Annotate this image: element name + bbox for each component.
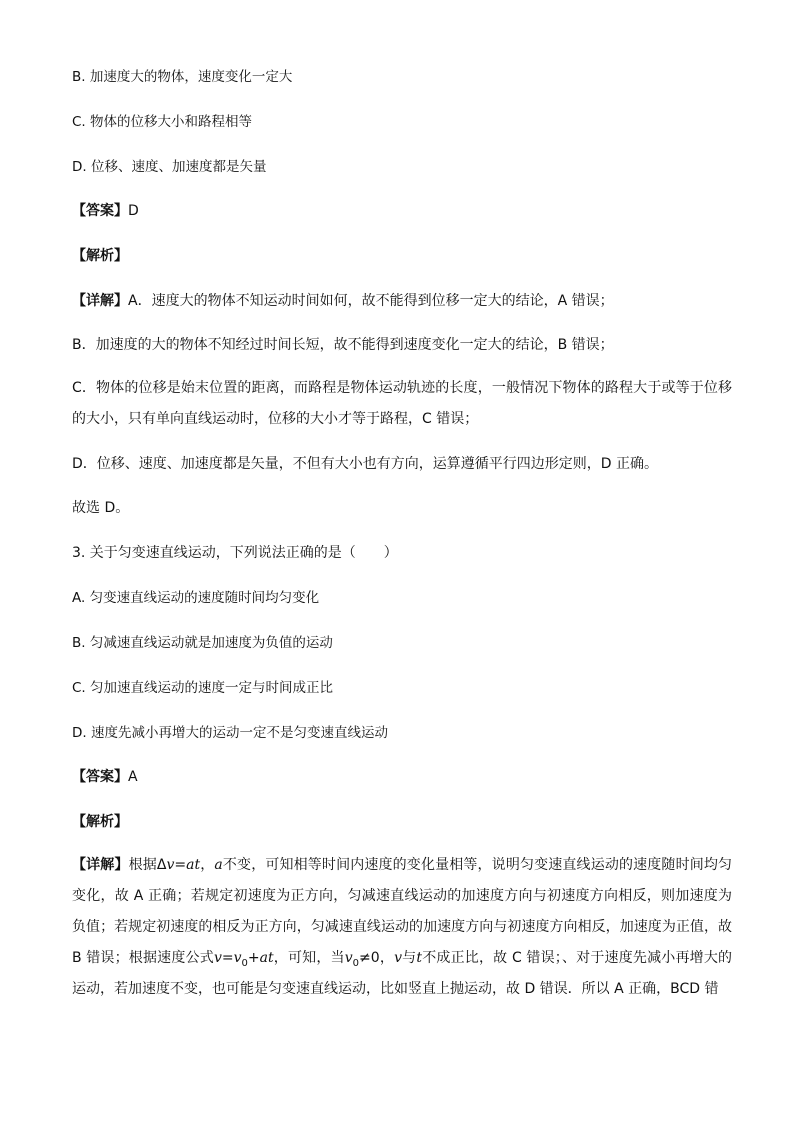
answer-value: A	[128, 769, 138, 785]
detail-text: ，	[200, 857, 215, 873]
q3-detail	[72, 850, 732, 1005]
q2-detail-a	[72, 290, 732, 312]
q2-option-b: B. 加速度大的物体，速度变化一定大	[72, 69, 293, 85]
q2-detail-c: C．物体的位移是始末位置的距离，而路程是物体运动轨迹的长度，一般情况下物体的路程大于或等于位移的大小，只有单向直线运动时，位移的大小才等于路程，C 错误；	[72, 380, 732, 427]
q3-analysis-label	[72, 811, 732, 833]
symbol-v: v	[213, 950, 222, 966]
detail-text: =	[174, 857, 187, 873]
q3-option-b: B. 匀减速直线运动就是加速度为负值的运动	[72, 635, 333, 651]
q2-detail-d: D．位移、速度、加速度都是矢量，不但有大小也有方向，运算遵循平行四边形定则，D 正确。	[72, 456, 659, 472]
detail-a-text: A．速度大的物体不知运动时间如何，故不能得到位移一定大的结论，A 错误；	[128, 293, 614, 309]
symbol-v: v	[394, 950, 402, 966]
detail-label: 【详解】	[72, 857, 129, 873]
q2-option-c: C. 物体的位移大小和路程相等	[72, 114, 253, 130]
detail-text: ，可知，当	[273, 950, 345, 966]
q2-answer	[72, 200, 732, 222]
q2-detail-b: B．加速度的大的物体不知经过时间长短，故不能得到速度变化一定大的结论，B 错误；	[72, 337, 614, 353]
subscript-0: 0	[352, 957, 360, 969]
detail-text: =	[221, 950, 234, 966]
symbol-v0: v	[233, 950, 242, 966]
analysis-label: 【解析】	[72, 248, 128, 264]
detail-text: 不变，可知相等时间内速度的变化量相等，说明匀变速直线运动的速度随时间均匀变化，故 A 正确；若规定初速度为正方向，匀减速直线运动的加速度方向与初速度方向相反，则加速度为负值；若规定初速度的相反为正方向，匀减速直线运动的加速度方向与初速度方向相反，加速度为正值，故 B 错误；根据速度公式	[72, 857, 733, 966]
analysis-label: 【解析】	[72, 814, 128, 830]
q3-option-d: D. 速度先减小再增大的运动一定不是匀变速直线运动	[72, 725, 388, 741]
q2-option-d: D. 位移、速度、加速度都是矢量	[72, 159, 267, 175]
detail-text: 根据Δ	[128, 857, 167, 873]
subscript-0: 0	[241, 957, 248, 969]
symbol-t: t	[416, 950, 423, 966]
q2-analysis-label	[72, 245, 732, 267]
symbol-v0: v	[344, 950, 353, 966]
symbol-at: at	[186, 857, 201, 873]
detail-text: 与	[401, 950, 417, 966]
symbol-at: at	[259, 950, 274, 966]
q2-conclusion: 故选 D。	[72, 500, 130, 516]
detail-text: 不成正比，故 C 错误；、对于速度先减小再增大的运动，若加速度不变，也可能是匀变速直线运动，比如竖直上抛运动，故 D 错误．所以 A 正确，BCD 错	[72, 950, 733, 997]
q3-stem: 3. 关于匀变速直线运动，下列说法正确的是（ ）	[72, 545, 398, 561]
answer-label: 【答案】	[72, 203, 128, 219]
answer-value: D	[128, 203, 139, 219]
detail-text: +	[247, 950, 260, 966]
detail-text: ≠0，	[359, 950, 395, 966]
answer-label: 【答案】	[72, 769, 128, 785]
detail-label: 【详解】	[72, 293, 128, 309]
symbol-v: v	[166, 857, 175, 873]
q3-option-a: A. 匀变速直线运动的速度随时间均匀变化	[72, 590, 320, 606]
q3-option-c: C. 匀加速直线运动的速度一定与时间成正比	[72, 680, 334, 696]
q3-answer	[72, 766, 732, 788]
symbol-a: a	[214, 857, 223, 873]
